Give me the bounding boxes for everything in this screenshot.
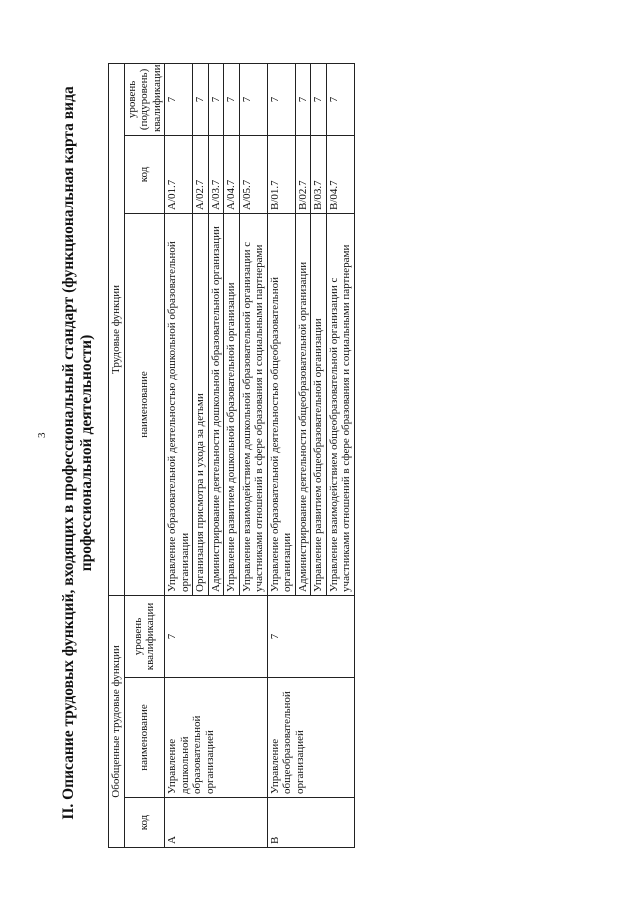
function-level: 7 <box>193 63 209 135</box>
function-name: Администрирование деятельности дошкольной образовательной организации <box>208 213 224 595</box>
function-name: Администрирование деятельности общеобразовательной организации <box>295 213 311 595</box>
function-code: B/04.7 <box>326 135 354 213</box>
table-row <box>267 63 295 847</box>
function-code: A/05.7 <box>239 135 267 213</box>
function-name: Управление образовательной деятельностью общеобразовательной организации <box>267 213 295 595</box>
function-name: Управление образовательной деятельностью дошкольной образовательной организации <box>165 213 193 595</box>
header-labor: Трудовые функции <box>109 63 125 595</box>
group-name: Управление общеобразовательной организацией <box>267 678 354 798</box>
header-code2: код <box>124 135 165 213</box>
function-name: Управление взаимодействием общеобразовательной организации с участниками отношений в сфере образования и социальными партнерами <box>326 213 354 595</box>
page-number: 3 <box>36 432 48 438</box>
function-level: 7 <box>224 63 240 135</box>
function-code: A/01.7 <box>165 135 193 213</box>
function-code: A/04.7 <box>224 135 240 213</box>
header-generalized: Обобщенные трудовые функции <box>109 595 125 847</box>
header-sublevel: уровень (подуровень) квалификации <box>124 63 165 135</box>
header-level: уровень квалификации <box>124 595 165 677</box>
function-level: 7 <box>239 63 267 135</box>
function-name: Управление взаимодействием дошкольной образовательной организации с участниками отношений в сфере образования и социальными партнерами <box>239 213 267 595</box>
function-code: B/02.7 <box>295 135 311 213</box>
function-name: Организация присмотра и ухода за детьми <box>193 213 209 595</box>
rotated-page <box>60 58 640 848</box>
group-name: Управление дошкольной образовательной организацией <box>165 678 268 798</box>
group-code: В <box>267 798 354 848</box>
group-level: 7 <box>267 595 354 677</box>
function-code: B/01.7 <box>267 135 295 213</box>
document-title-line2: профессиональной деятельности) <box>78 334 95 572</box>
function-level: 7 <box>311 63 327 135</box>
table-row <box>165 63 193 847</box>
function-code: A/03.7 <box>208 135 224 213</box>
function-code: B/03.7 <box>311 135 327 213</box>
function-level: 7 <box>267 63 295 135</box>
function-name: Управление развитием дошкольной образовательной организации <box>224 213 240 595</box>
function-level: 7 <box>208 63 224 135</box>
function-name: Управление развитием общеобразовательной организации <box>311 213 327 595</box>
group-level: 7 <box>165 595 268 677</box>
functions-table <box>108 63 355 848</box>
group-code: А <box>165 798 268 848</box>
function-level: 7 <box>326 63 354 135</box>
function-level: 7 <box>165 63 193 135</box>
header-name2: наименование <box>124 213 165 595</box>
document-title: II. Описание трудовых функций, входящих в профессиональный стандарт (функциональная карта вида <box>60 86 77 820</box>
header-code: код <box>124 798 165 848</box>
header-name: наименование <box>124 678 165 798</box>
function-level: 7 <box>295 63 311 135</box>
function-code: A/02.7 <box>193 135 209 213</box>
